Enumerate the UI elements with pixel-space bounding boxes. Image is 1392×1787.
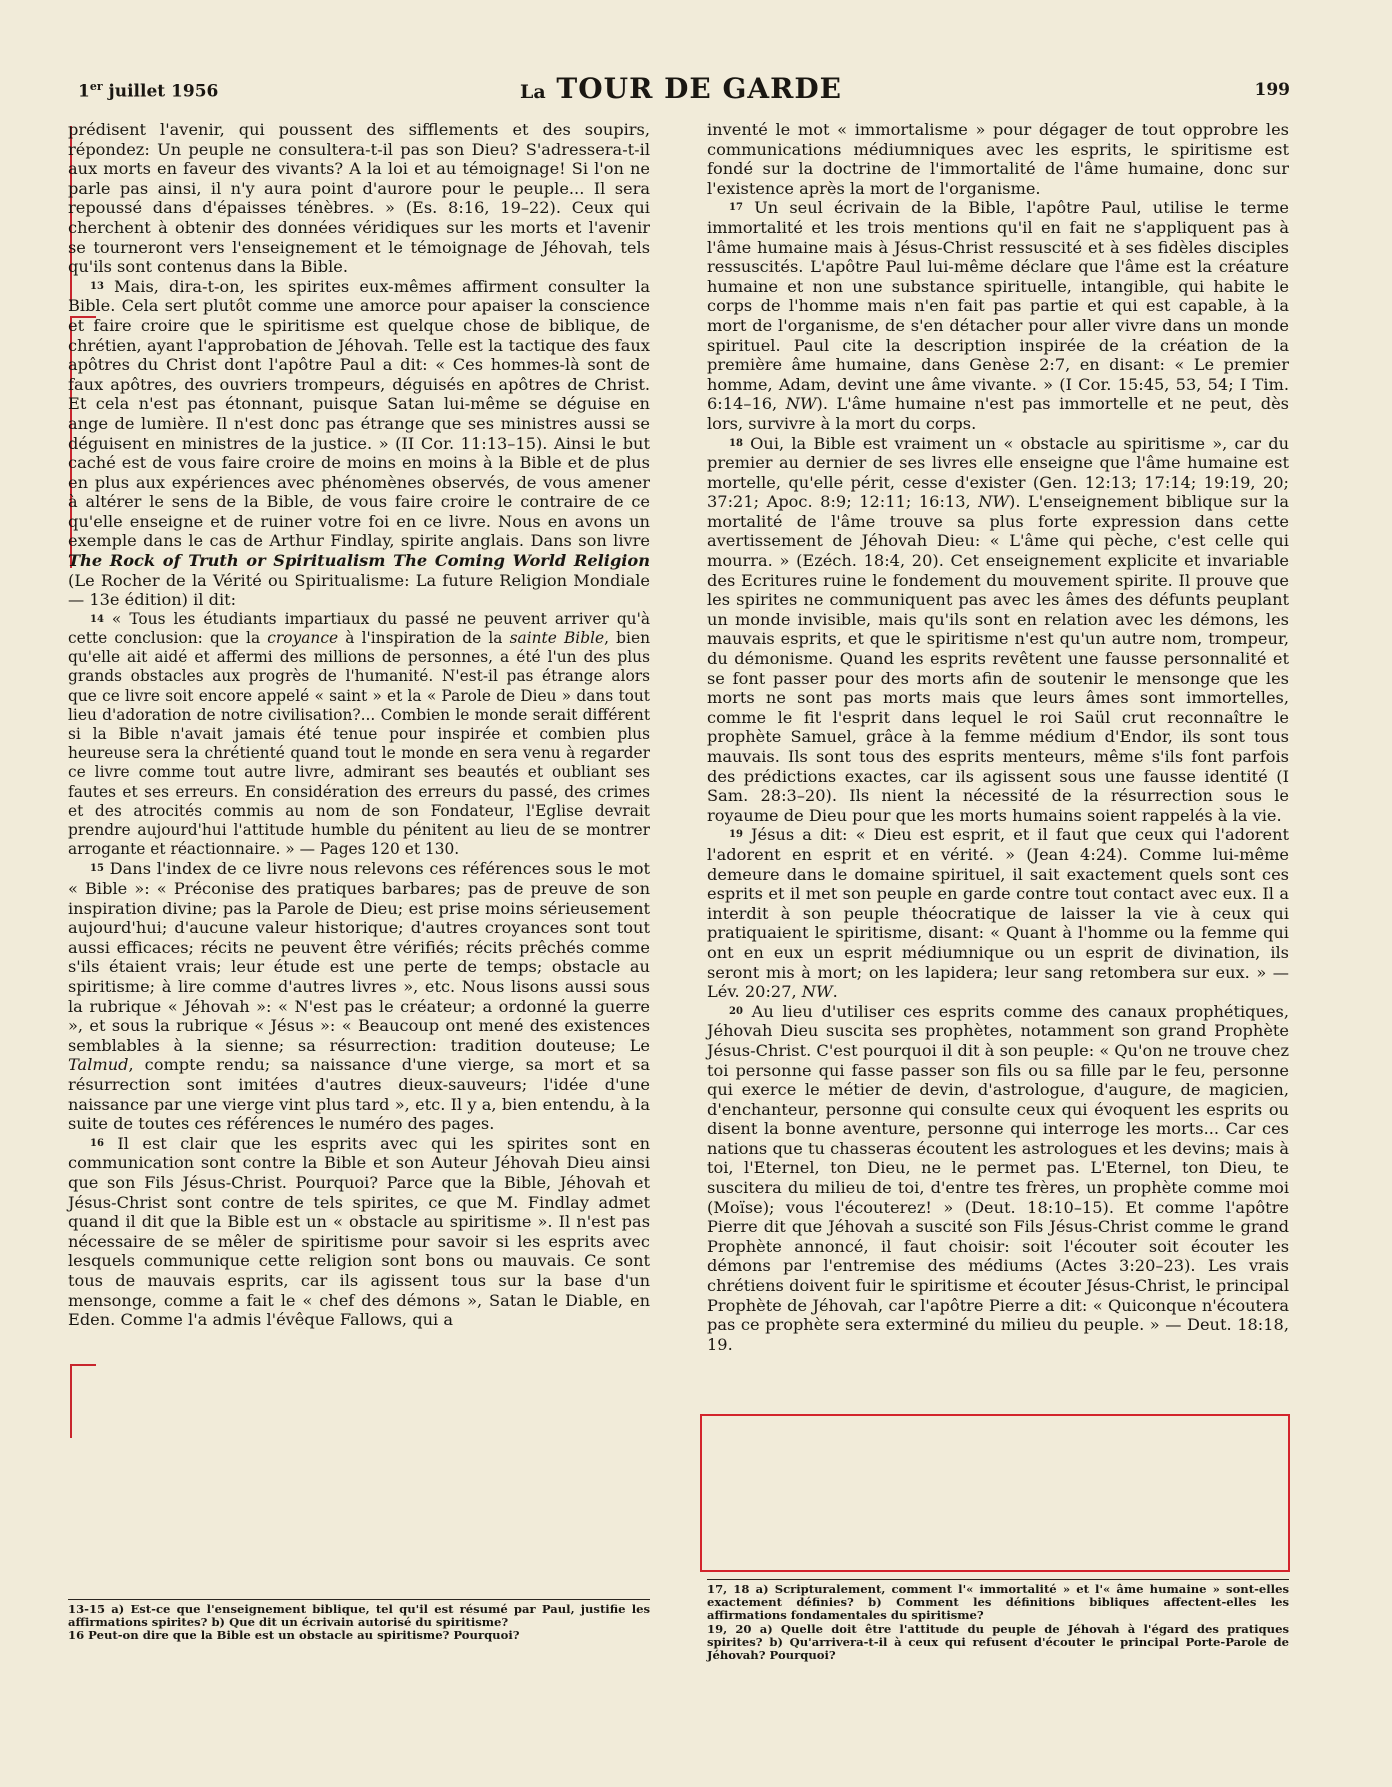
- study-question-16: 16 Peut-on dire que la Bible est un obstacle au spiritisme? Pourquoi?: [68, 1628, 520, 1643]
- paragraph-16: $^{16}$ Il est clair que les esprits avec qui les spirites sont en communication sont contre la Bible et son Auteur Jéhovah Dieu ainsi que son Fils Jésus-Christ. Pourquoi? Parce que la Bible, Jéhovah et Jésus-Christ sont contre de tels spirites, ce que M. Findlay admet quand il dit que la Bible est un « obstacle au spiritisme ». Il n'est pas nécessaire de se mêler de spiritisme pour savoir si les esprits avec lesquels communique cette religion sont bons ou mauvais. Ce sont tous de mauvais esprits, car ils agissent tous sur la base d'un mensonge, comme a fait le « chef des démons », Satan le Diable, en Eden. Comme l'a admis l'évêque Fallows, qui a: [68, 1133, 650, 1330]
- footnote-rule-left: [68, 1599, 650, 1600]
- right-column: [707, 120, 1289, 1354]
- paragraph-intro-right: inventé le mot « immortalisme » pour dégager de tout opprobre les communications médiumniques avec les esprits, le spiritisme est fondé sur la doctrine de l'immortalité de l'âme humaine, donc sur l'existence après la mort de l'organisme.: [707, 120, 1289, 198]
- footnotes-right: [707, 1583, 1289, 1662]
- paragraph-19: $^{19}$ Jésus a dit: « Dieu est esprit, et il faut que ceux qui l'adorent l'adorent en esprit et en vérité. » (Jean 4:24). Comme lui-même demeure dans le domaine spirituel, il sait exactement quels sont ces esprits et il met son peuple en garde contre tout contact avec eux. Il a interdit à son peuple théocratique de laisser la vie à ceux qui pratiquaient le spiritisme, disant: « Quant à l'homme ou la femme qui ont en eux un esprit médiumnique ou un esprit de divination, ils seront mis à mort; on les lapidera; leur sang retombera sur eux. » — Lév. 20:27, NW.: [707, 825, 1289, 1002]
- paragraph-15: $^{15}$ Dans l'index de ce livre nous relevons ces références sous le mot « Bible »: « Préconise des pratiques barbares; pas de preuve de son inspiration divine; pas la Parole de Dieu; est prise moins sérieusement aujourd'hui; d'aucune valeur historique; d'autres croyances sont tout aussi efficaces; récits ne peuvent être vérifiés; récits prêchés comme s'ils étaient vrais; leur étude est une perte de temps; obstacle au spiritisme; à lire comme d'autres livres », etc. Nous lisons aussi sous la rubrique « Jéhovah »: « N'est pas le créateur; a ordonné la guerre », et sous la rubrique « Jésus »: « Beaucoup ont mené des existences semblables à la sienne; sa résurrection: tradition douteuse; Le Talmud, compte rendu; sa naissance d'une vierge, sa mort et sa résurrection sont imitées d'autres dieux-sauveurs; l'idée d'une naissance par une vierge vint plus tard », etc. Il y a, bien entendu, à la suite de toutes ces références le numéro des pages.: [68, 859, 650, 1134]
- highlighted-passage: Et comme l'apôtre Pierre dit que Jéhovah a suscité son Fils Jésus-Christ comme le grand Prophète annoncé, il faut choisir: soit l'écouter soit écouter les démons par l'entremise des médiums (Actes 3:20–23). Les vrais chrétiens doivent fuir le spiritisme et écouter Jésus-Christ, le principal Prophète de Jéhovah, car l'apôtre Pierre a dit: « Quiconque n'écoutera pas ce prophète sera exterminé du milieu du peuple. » — Deut. 18:18, 19.: [707, 1197, 1289, 1354]
- paragraph-number: 16: [90, 1137, 104, 1149]
- paragraph-17: $^{17}$ Un seul écrivain de la Bible, l'apôtre Paul, utilise le terme immortalité et les trois mentions qu'il en fait ne s'appliquent pas à l'âme humaine mais à Jésus-Christ ressuscité et à ses fidèles disciples ressuscités. L'apôtre Paul lui-même déclare que l'âme est la créature humaine et non une substance spirituelle, intangible, qui habite le corps de l'homme mais n'en fait pas partie et qui est capable, à la mort de l'organisme, de s'en détacher pour aller vivre dans un monde spirituel. Paul cite la description inspirée de la création de la première âme humaine, dans Genèse 2:7, en disant: « Le premier homme, Adam, devint une âme vivante. » (I Cor. 15:45, 53, 54; I Tim. 6:14–16, NW). L'âme humaine n'est pas immortelle et ne peut, dès lors, survivre à la mort du corps.: [707, 198, 1289, 433]
- paragraph-number: 17: [729, 202, 743, 214]
- study-question-17-18: 17, 18 a) Scripturalement, comment l'« immortalité » et l'« âme humaine » sont-elles exactement définies? b) Comment les définitions bibliques affectent-elles les affirmations fondamentales du spiritisme?: [707, 1582, 1289, 1623]
- paragraph-number: 18: [729, 437, 743, 449]
- paragraph-13: $^{13}$ Mais, dira-t-on, les spirites eux-mêmes affirment consulter la Bible. Cela sert plutôt comme une amorce pour apaiser la conscience et faire croire que le spiritisme est quelque chose de biblique, de chrétien, ayant l'approbation de Jéhovah. Telle est la tactique des faux apôtres du Christ dont l'apôtre Paul a dit: « Ces hommes-là sont de faux apôtres, des ouvriers trompeurs, déguisés en apôtres de Christ. Et cela n'est pas étonnant, puisque Satan lui-même se déguise en ange de lumière. Il n'est donc pas étrange que ses ministres aussi se déguisent en ministres de la justice. » (II Cor. 11:13–15). Ainsi le but caché est de vous faire croire de moins en moins à la Bible et de plus en plus aux expériences avec phénomènes observés, de vous amener à altérer le sens de la Bible, de vous faire croire le contraire de ce qu'elle enseigne et de ruiner votre foi en ce livre. Nous en avons un exemple dans le cas de Arthur Findlay, spirite anglais. Dans son livre The Rock of Truth or Spiritualism The Coming World Religion (Le Rocher de la Vérité ou Spiritualisme: La future Religion Mondiale — 13e édition) il dit:: [68, 276, 650, 610]
- paragraph-20: $^{20}$ Au lieu d'utiliser ces esprits comme des canaux prophétiques, Jéhovah Dieu suscita ses prophètes, notamment son grand Prophète Jésus-Christ. C'est pourquoi il dit à son peuple: « Qu'on ne trouve chez toi personne qui fasse passer son fils ou sa fille par le feu, personne qui exerce le métier de devin, d'astrologue, d'augure, de magicien, d'enchanteur, personne qui consulte ceux qui évoquent les esprits ou disent la bonne aventure, personne qui interroge les morts... Car ces nations que tu chasseras écoutent les astrologues et les devins; mais à toi, l'Eternel, ton Dieu, ne le permet pas. L'Eternel, ton Dieu, te suscitera du milieu de toi, d'entre tes frères, un prophète comme moi (Moïse); vous l'écouterez! » (Deut. 18:10–15). Et comme l'apôtre Pierre dit que Jéhovah a suscité son Fils Jésus-Christ comme le grand Prophète annoncé, il faut choisir: soit l'écouter soit écouter les démons par l'entremise des médiums (Actes 3:20–23). Les vrais chrétiens doivent fuir le spiritisme et écouter Jésus-Christ, le principal Prophète de Jéhovah, car l'apôtre Pierre a dit: « Quiconque n'écoutera pas ce prophète sera exterminé du milieu du peuple. » — Deut. 18:18, 19.: [707, 1001, 1289, 1354]
- paragraph-number: 13: [90, 280, 104, 292]
- issue-date: 1er juillet 1956: [78, 80, 219, 102]
- paragraph-18: $^{18}$ Oui, la Bible est vraiment un « obstacle au spiritisme », car du premier au dernier de ses livres elle enseigne que l'âme humaine est mortelle, qu'elle périt, cesse d'exister (Gen. 12:13; 17:14; 19:19, 20; 37:21; Apoc. 8:9; 12:11; 16:13, NW). L'enseignement biblique sur la mortalité de l'âme trouve sa plus forte expression dans cette avertissement de Jéhovah Dieu: « L'âme qui pèche, c'est celle qui mourra. » (Ezéch. 18:4, 20). Cet enseignement explicite et invariable des Ecritures ruine le fondement du mouvement spirite. Il prouve que les spirites ne communiquent pas avec les âmes des défunts peuplant un monde invisible, mais qu'ils sont en relation avec les démons, les mauvais esprits, et que le spiritisme n'est qu'un autre nom, trompeur, du démonisme. Quand les esprits revêtent une fausse personnalité et se font passer pour des morts afin de soutenir le mensonge que les morts ne sont pas morts mais que leurs âmes sont immortelles, comme le fit l'esprit dans lequel le roi Saül crut reconnaître le prophète Samuel, grâce à la femme médium d'Endor, ils sont tous mauvais. Ils sont tous des esprits menteurs, même s'ils font parfois des prédictions exactes, car ils agissent sous une fausse identité (I Sam. 28:3–20). Ils nient la nécessité de la résurrection sous le royaume de Dieu pour que les morts humains soient rappelés à la vie.: [707, 433, 1290, 825]
- study-question-19-20: 19, 20 a) Quelle doit être l'attitude du peuple de Jéhovah à l'égard des pratiques spirites? b) Qu'arrivera-t-il à ceux qui refusent d'écouter le principal Porte-Parole de Jéhovah? Pourquoi?: [707, 1621, 1289, 1663]
- annotation-highlight-box: [700, 1414, 1290, 1572]
- paragraph-14: $^{14}$ « Tous les étudiants impartiaux du passé ne peuvent arriver qu'à cette conclusion: que la croyance à l'inspiration de la sainte Bible, bien qu'elle ait aidé et affermi des millions de personnes, a été l'un des plus grands obstacles aux progrès de l'humanité. N'est-il pas étrange alors que ce livre soit encore appelé « saint » et la « Parole de Dieu » dans tout lieu d'adoration de notre civilisation?... Combien le monde serait différent si la Bible n'avait jamais été tenue pour inspirée et combien plus heureuse sera la chrétienté quand tout le monde en sera venu à regarder ce livre comme tout autre livre, admirant ses beautés et oubliant ses fautes et ses erreurs. En considération des erreurs du passé, des crimes et des atrocités commis au nom de son Fondateur, l'Eglise devrait prendre aujourd'hui l'attitude humble du pénitent au lieu de se montrer arrogante et réactionnaire. » — Pages 120 et 130.: [68, 609, 650, 859]
- annotation-tick-p16: [70, 1364, 96, 1366]
- left-column: [68, 120, 650, 1330]
- page-header: [72, 74, 1290, 114]
- footnotes-left: [68, 1603, 650, 1643]
- page-number: 199: [1254, 80, 1290, 100]
- paragraph-intro-left: prédisent l'avenir, qui poussent des sifflements et des soupirs, répondez: Un peuple ne consultera-t-il pas son Dieu? S'adressera-t-il aux morts en faveur des vivants? A la loi et au témoignage! Si l'on ne parle pas ainsi, il n'y aura point d'aurore pour le peuple... Il sera repoussé dans d'épaisses ténèbres. » (Es. 8:16, 19–22). Ceux qui cherchent à obtenir des données véridiques sur les morts et l'avenir se tourneront vers l'enseignement et le témoignage de Jéhovah, tels qu'ils sont contenus dans la Bible.: [68, 120, 650, 277]
- paragraph-number: 20: [729, 1005, 743, 1017]
- paragraph-number: 19: [729, 829, 743, 841]
- paragraph-number: 15: [90, 863, 104, 875]
- magazine-title: La TOUR DE GARDE: [520, 72, 842, 105]
- paragraph-number: 14: [90, 613, 104, 625]
- book-title: The Rock of Truth or Spiritualism The Coming World Religion: [68, 551, 650, 571]
- footnote-rule-right: [707, 1579, 1289, 1580]
- annotation-bar-p16: [70, 1364, 72, 1438]
- study-question-13-15: 13-15 a) Est-ce que l'enseignement biblique, tel qu'il est résumé par Paul, justifie les affirmations spirites? b) Que dit un écrivain autorisé du spiritisme?: [68, 1602, 650, 1630]
